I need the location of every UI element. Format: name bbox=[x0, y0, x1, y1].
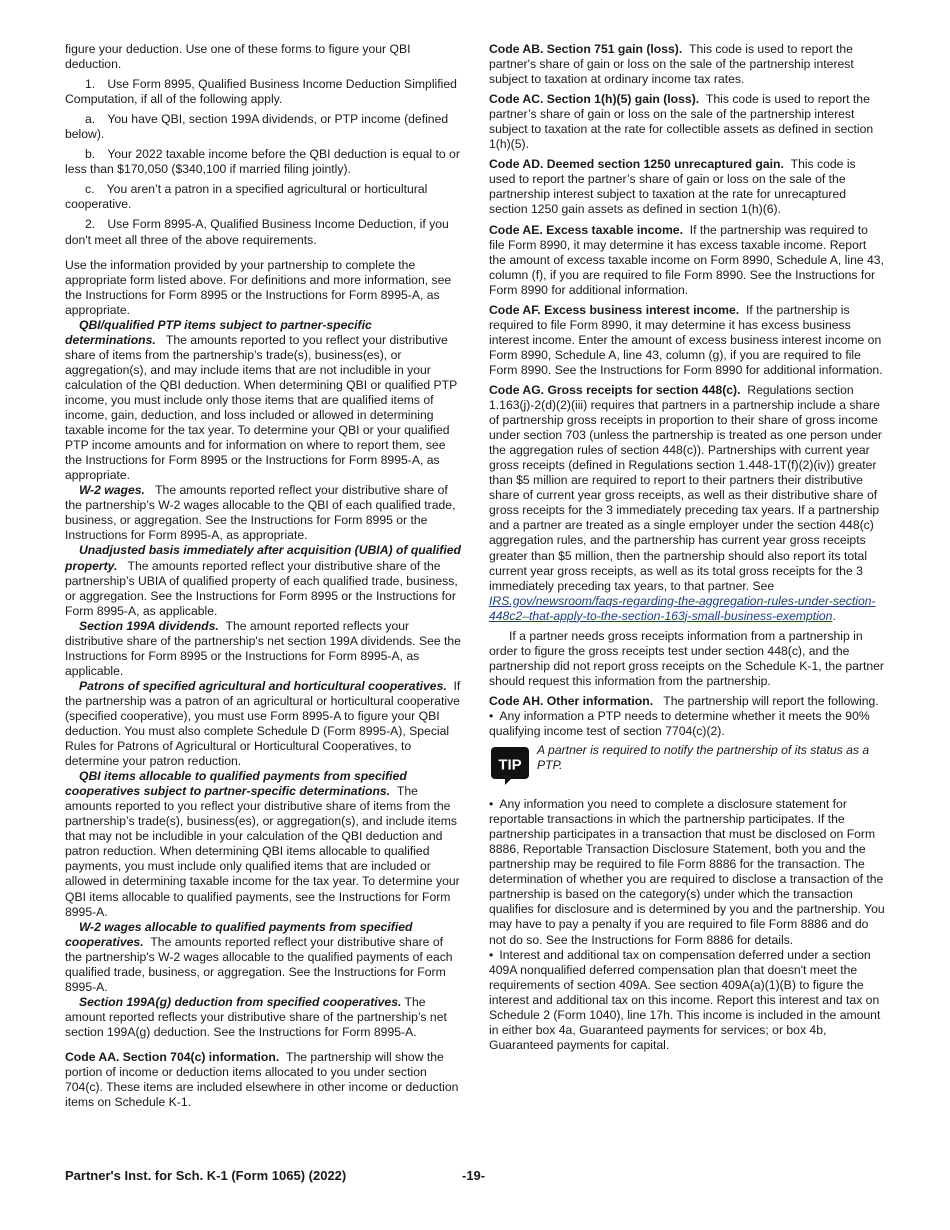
list-item-a: a. You have QBI, section 199A dividends, or PTP income (defined below). bbox=[65, 112, 449, 142]
heading-code-aa: Code AA. Section 704(c) information. bbox=[65, 1050, 280, 1064]
section-qbi-ptp bbox=[65, 318, 462, 484]
text-patrons: If the partnership was a patron of an agricultural or horticultural cooperative (specified cooperative), you must use Form 8995-A to figure your QBI deduction. You must also complete Schedule D (Form 8995-A), Special Rules for Patrons of Agricultural or Horticultural Cooperatives, to determine your patron reduction. bbox=[65, 678, 461, 769]
text-w2-wages: The amounts reported reflect your distributive share of the partnership’s W-2 wages allocable to the QBI of each qualified trade, business, or aggregation. See the Instructions for Form 8995 or the Instructions for Form 8995-A, as appropriate. bbox=[65, 483, 456, 543]
text-code-ac: This code is used to report the partner’s share of gain or loss on the sale of the partnership interest subject to taxation at the rate for collectible assets as defined in section 1(h)(5). bbox=[489, 92, 874, 152]
heading-code-ac: Code AC. Section 1(h)(5) gain (loss). bbox=[489, 92, 700, 107]
section-ubia bbox=[65, 543, 462, 618]
heading-code-ae: Code AE. Excess taxable income. bbox=[489, 222, 683, 237]
heading-code-ag: Code AG. Gross receipts for section 448(c). bbox=[489, 382, 741, 397]
bullet-disclosure: • Any information you need to complete a disclosure statement for reportable transactions in which the partnership participates. If the partnership participates in a transaction that must be disclosed on Form 8886, Reportable Transaction Disclosure Statement, both you and the partnership may be required to file Form 8886 for the transaction. The determination of whether you are required to disclose a transaction of the partnership is based on the category(s) under which the transaction qualifies for disclosure and is determined by you and the partnership. You may have to pay a penalty if you are required to file Form 8886 and do not do so. See the Instructions for Form 8886 for details. bbox=[489, 797, 885, 947]
text-code-ad: This code is used to report the partner’s share of gain or loss on the sale of the partnership interest subject to taxation at the rate for unrecaptured section 1250 gain assets as defined in section 1(h)(6). bbox=[489, 157, 856, 217]
heading-199ag: Section 199A(g) deduction from specified cooperatives. bbox=[79, 994, 402, 1009]
section-199ag bbox=[65, 995, 462, 1040]
text-qbi-ptp: The amounts reported to you reflect your distributive share of items from the partnership’s trade(s), business(es), or aggregation(s), and may include items that are not includible in your calculation of the QBI deduction. When determining QBI or qualified PTP income, you must include only those items that are qualified items of income, gain, deduction, and loss included or allowed in determining taxable income for the tax year. To determine your QBI or your qualified PTP income amounts and for information on where to report them, see the Instructions for Form 8995 or the Instructions for Form 8995-A, as appropriate. bbox=[65, 332, 458, 483]
paragraph-gross-receipts-request: If a partner needs gross receipts information from a partnership in order to figure the gross receipts test under section 448(c), and the partnership did not report gross receipts on the Schedule K-1, the partner should request this information from the partnership. bbox=[489, 628, 884, 688]
section-code-af bbox=[489, 303, 885, 378]
bullet-ptp-info: • Any information a PTP needs to determine whether it meets the 90% qualifying income test of section 7704(c)(2). bbox=[489, 708, 870, 739]
section-w2-allocable bbox=[65, 920, 462, 995]
tip-label: TIP bbox=[498, 756, 522, 774]
paragraph-intro: figure your deduction. Use one of these forms to figure your QBI deduction. bbox=[65, 42, 411, 72]
section-w2-wages bbox=[65, 483, 462, 543]
heading-code-ab: Code AB. Section 751 gain (loss). bbox=[489, 42, 683, 56]
heading-ubia: Unadjusted basis immediately after acquisition (UBIA) of qualified property. bbox=[65, 543, 461, 573]
tip-icon bbox=[489, 745, 531, 791]
heading-code-ad: Code AD. Deemed section 1250 unrecaptured gain. bbox=[489, 157, 784, 172]
list-item-1: 1. Use Form 8995, Qualified Business Income Deduction Simplified Computation, if all of the following apply. bbox=[65, 77, 457, 107]
text-code-ab: This code is used to report the partner's share of gain or loss on the sale of the partnership interest subject to taxation at ordinary income tax rates. bbox=[489, 42, 854, 87]
list-item-2: 2. Use Form 8995-A, Qualified Business Income Deduction, if you don't meet all three of the above requirements. bbox=[65, 217, 449, 247]
heading-199a-dividends: Section 199A dividends. bbox=[79, 618, 219, 633]
heading-code-ah: Code AH. Other information. bbox=[489, 693, 654, 708]
heading-qbi-ptp: QBI/qualified PTP items subject to partner-specific determinations. bbox=[65, 317, 372, 347]
tip-box bbox=[489, 743, 885, 791]
right-column bbox=[489, 42, 885, 1053]
footer-title: Partner's Inst. for Sch. K-1 (Form 1065) (2022) bbox=[65, 1168, 347, 1183]
tip-text: A partner is required to notify the partnership of its status as a PTP. bbox=[537, 743, 870, 773]
text-code-ae: If the partnership was required to file Form 8990, it may determine it has excess taxable income. Report the amount of excess taxable income on Form 8990, Schedule A, line 43, column (f), if you are required to file Form 8990. See the Instructions for Form 8990 for additional information. bbox=[489, 222, 884, 297]
text-ubia: The amounts reported reflect your distributive share of the partnership’s UBIA of qualified property of each qualified trade, business, or aggregation. See the Instructions for Form 8995 or the Instructions for Form 8995-A, as applicable. bbox=[65, 558, 458, 618]
text-code-af: If the partnership is required to file Form 8990, it may determine it has excess business interest income. Enter the amount of excess business interest income on Form 8990, Schedule A, line 43, column (g), if you are required to file Form 8990. See the Instructions for Form 8990 for additional information. bbox=[489, 302, 883, 377]
section-code-ac bbox=[489, 92, 885, 152]
heading-code-af: Code AF. Excess business interest income. bbox=[489, 302, 740, 317]
heading-qbi-allocable: QBI items allocable to qualified payments from specified cooperatives subject to partner-specific determinations. bbox=[65, 769, 407, 799]
text-199a-dividends: The amount reported reflects your distributive share of the partnership's net section 199A dividends. See the Instructions for Form 8995 or the Instructions for Form 8995-A, as applicable. bbox=[65, 618, 461, 678]
section-code-ae bbox=[489, 223, 885, 298]
page-number: -19- bbox=[462, 1168, 486, 1183]
section-code-ad bbox=[489, 157, 885, 217]
irs-faq-link[interactable]: IRS.gov/newsroom/faqs-regarding-the-aggregation-rules-under-section-448c2–that-apply-to-the-section-163j-small-business-exemption bbox=[489, 593, 876, 623]
text-code-aa: The partnership will show the portion of income or deduction items allocated to you under section 704(c). These items are included elsewhere in other income or deduction items on Schedule K-1. bbox=[65, 1050, 459, 1110]
text-code-ag: Regulations section 1.163(j)-2(d)(2)(iii) requires that partners in a partnership include a share of partnership gross receipts in proportion to their share of gross income under section 703 (unless the partnership is treated as one person under the aggregation rules of section 448(c)). Partnerships with current year gross receipts (defined in Regulations section 1.448-1T(f)(2)(iv)) greater than $5 million are required to report to their partners their distributive share of current year gross receipts, as well as their distributive share of gross receipts for the 3 immediately preceding tax years. If a partnership and a partner are treated as a single employer under the section 448(c) aggregation rules, and the partnership has current year gross receipts greater than $5 million, then the partnership should also report its total current year gross receipts, as well as its total gross receipts for the 3 immediately preceding tax years, to that partner. See bbox=[489, 382, 882, 593]
text-qbi-allocable: The amounts reported to you reflect your distributive share of items from the partnership’s trade(s), business(es), or aggregation(s), and include items that may not be includible in your calculation of the QBI deduction and patron reduction. When determining QBI items allocable to qualified payments, you must include only qualified items that are included or allowed in determining taxable income for the tax year. To determine your QBI items allocable to qualified payments, see the Instructions for Form 8995-A. bbox=[65, 784, 460, 919]
section-code-ah bbox=[489, 694, 885, 709]
section-code-aa bbox=[65, 1050, 462, 1110]
heading-w2-allocable: W-2 wages allocable to qualified payments from specified cooperatives. bbox=[65, 919, 413, 949]
text-w2-allocable: The amounts reported reflect your distributive share of the partnership's W-2 wages allocable to the qualified payments of each qualified trade, business, or aggregation. See the Instructions for Form 8995-A. bbox=[65, 934, 453, 994]
text-code-ah: The partnership will report the following. bbox=[663, 693, 879, 708]
left-column bbox=[65, 42, 462, 1110]
list-item-b: b. Your 2022 taxable income before the QBI deduction is equal to or less than $170,050 ($340,100 if married filing jointly). bbox=[65, 147, 460, 177]
section-qbi-allocable bbox=[65, 769, 462, 919]
section-code-ag bbox=[489, 383, 885, 624]
text-199ag: The amount reported reflects your distributive share of the partnership’s net section 199A(g) deduction. See the Instructions for Form 8995-A. bbox=[65, 994, 447, 1039]
list-item-c: c. You aren’t a patron in a specified agricultural or horticultural cooperative. bbox=[65, 182, 428, 212]
section-patrons bbox=[65, 679, 462, 769]
text-code-ag-end: . bbox=[832, 608, 836, 623]
section-code-ab bbox=[489, 42, 885, 87]
heading-patrons: Patrons of specified agricultural and horticultural cooperatives. bbox=[79, 678, 447, 693]
paragraph-use-info: Use the information provided by your partnership to complete the appropriate form listed above. For definitions and more information, see the Instructions for Form 8995 or the Instructions for Form 8995-A, as appropriate. bbox=[65, 257, 452, 317]
heading-w2-wages: W-2 wages. bbox=[79, 483, 145, 498]
bullet-409a: • Interest and additional tax on compensation deferred under a section 409A nonqualified deferred compensation plan that doesn't meet the requirements of section 409A. See section 409A(a)(1)(B) to figure the interest and additional tax on this income. Report this interest and tax on Schedule 2 (Form 1040), line 17h. This income is included in the amount in either box 4a, Guaranteed payments for services; or box 4b, Guaranteed payments for capital. bbox=[489, 947, 881, 1052]
section-199a-dividends bbox=[65, 619, 462, 679]
